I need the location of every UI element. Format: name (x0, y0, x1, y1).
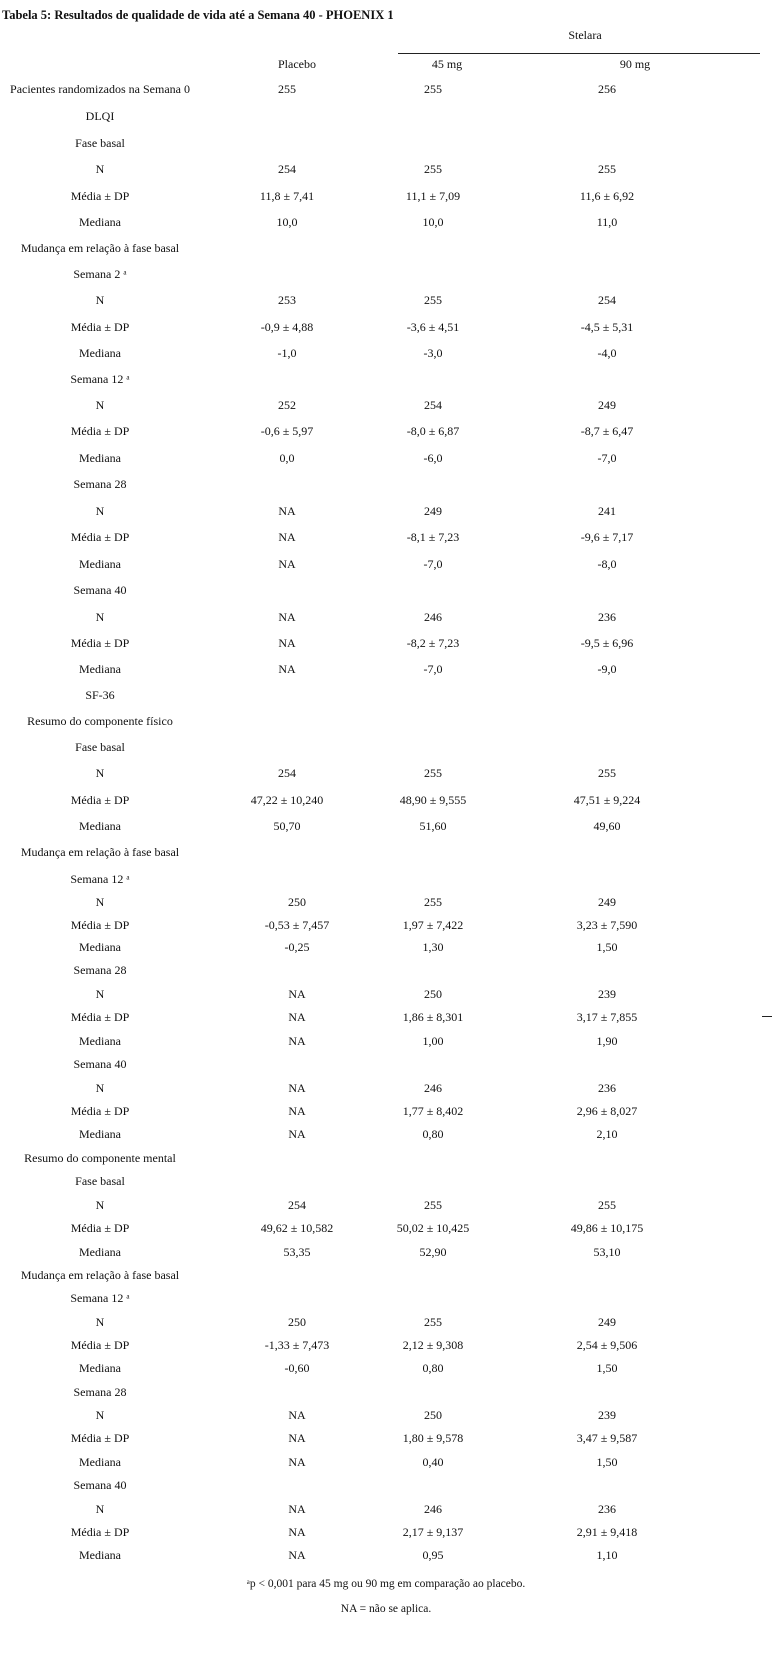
row-label: Média ± DP (70, 1010, 130, 1024)
cell-45mg: -8,0 ± 6,87 (406, 424, 460, 438)
cell-90mg: -4,0 (597, 346, 617, 360)
cell-90mg: 241 (598, 504, 616, 518)
cell-90mg: 49,60 (593, 819, 621, 833)
row-label: N (95, 766, 105, 780)
row-label: Semana 12 ᵃ (70, 372, 130, 386)
cell-90mg: -7,0 (597, 451, 617, 465)
cell-90mg: 11,0 (596, 215, 618, 229)
cell-45mg: 255 (424, 293, 442, 307)
cell-45mg: 50,02 ± 10,425 (396, 1221, 470, 1235)
row-label: Média ± DP (70, 1221, 130, 1235)
footnote: NA = não se aplica. (340, 1603, 432, 1615)
cell-90mg: 2,10 (596, 1127, 618, 1141)
cell-placebo: NA (288, 1502, 306, 1516)
row-label: Mediana (79, 1034, 121, 1048)
row-label: N (95, 1081, 105, 1095)
row-label: Semana 2 ᵃ (73, 267, 127, 281)
cell-placebo: 50,70 (273, 819, 301, 833)
cell-90mg: -9,6 ± 7,17 (580, 530, 634, 544)
cell-90mg: 236 (598, 1081, 616, 1095)
cell-placebo: 47,22 ± 10,240 (250, 793, 324, 807)
row-label: N (95, 1198, 105, 1212)
cell-90mg: 1,90 (596, 1034, 618, 1048)
cell-placebo: 10,0 (276, 215, 298, 229)
row-label: Resumo do componente físico (27, 714, 173, 728)
cell-placebo: NA (278, 504, 296, 518)
cell-placebo: 250 (288, 895, 306, 909)
cell-90mg: 2,96 ± 8,027 (576, 1104, 638, 1118)
cell-placebo: -0,9 ± 4,88 (260, 320, 314, 334)
cell-placebo: NA (288, 1127, 306, 1141)
row-label: Fase basal (75, 740, 125, 754)
cell-90mg: -8,0 (597, 557, 617, 571)
cell-90mg: 255 (598, 1198, 616, 1212)
row-label: Mediana (79, 940, 121, 954)
row-label: N (95, 1408, 105, 1422)
cell-45mg: 1,97 ± 7,422 (402, 918, 464, 932)
cell-90mg: -4,5 ± 5,31 (580, 320, 634, 334)
cell-90mg: 236 (598, 1502, 616, 1516)
cell-placebo: 53,35 (283, 1245, 311, 1259)
row-label: Semana 28 (73, 477, 127, 491)
row-label: Semana 40 (73, 583, 127, 597)
cell-90mg: 3,47 ± 9,587 (576, 1431, 638, 1445)
cell-90mg: 1,50 (596, 1361, 618, 1375)
row-label: Mediana (79, 557, 121, 571)
row-label: Mediana (79, 1245, 121, 1259)
cell-45mg: -3,0 (423, 346, 443, 360)
cell-45mg: 254 (424, 398, 442, 412)
cell-90mg: -9,5 ± 6,96 (580, 636, 634, 650)
cell-placebo: NA (288, 1455, 306, 1469)
row-label: N (95, 162, 105, 176)
cell-placebo: -0,25 (284, 940, 310, 954)
row-label: Fase basal (75, 136, 125, 150)
cell-placebo: NA (288, 1104, 306, 1118)
row-label: N (95, 504, 105, 518)
stelara-group-header: Stelara (568, 28, 602, 42)
cell-placebo: NA (288, 1431, 306, 1445)
row-label: Mudança em relação à fase basal (20, 845, 180, 859)
row-label: Pacientes randomizados na Semana 0 (10, 82, 190, 96)
row-label: Mediana (79, 662, 121, 676)
row-label: N (95, 610, 105, 624)
row-label: Mediana (79, 215, 121, 229)
cell-45mg: 255 (424, 895, 442, 909)
cell-45mg: -7,0 (423, 557, 443, 571)
edge-mark (762, 1016, 772, 1017)
row-label: Mediana (79, 451, 121, 465)
cell-45mg: 1,80 ± 9,578 (402, 1431, 464, 1445)
cell-90mg: 249 (598, 1315, 616, 1329)
cell-90mg: 236 (598, 610, 616, 624)
cell-90mg: 1,50 (596, 1455, 618, 1469)
cell-90mg: 2,54 ± 9,506 (576, 1338, 638, 1352)
row-label: Semana 12 ᵃ (70, 872, 130, 886)
cell-placebo: NA (288, 1408, 306, 1422)
cell-45mg: 246 (424, 610, 442, 624)
row-label: N (95, 987, 105, 1001)
cell-90mg: 47,51 ± 9,224 (573, 793, 641, 807)
cell-45mg: 0,80 (422, 1127, 444, 1141)
cell-90mg: 254 (598, 293, 616, 307)
cell-45mg: 1,86 ± 8,301 (402, 1010, 464, 1024)
row-label: Mudança em relação à fase basal (20, 1268, 180, 1282)
row-label: Média ± DP (70, 1104, 130, 1118)
row-label: Mediana (79, 1548, 121, 1562)
cell-90mg: 1,10 (596, 1548, 618, 1562)
cell-45mg: -6,0 (423, 451, 443, 465)
row-label: Média ± DP (70, 918, 130, 932)
cell-placebo: 254 (288, 1198, 306, 1212)
cell-45mg: 2,17 ± 9,137 (402, 1525, 464, 1539)
column-header-90mg: 90 mg (619, 57, 651, 71)
cell-45mg: 2,12 ± 9,308 (402, 1338, 464, 1352)
row-label: Semana 40 (73, 1057, 127, 1071)
cell-45mg: 255 (424, 766, 442, 780)
row-label: Média ± DP (70, 636, 130, 650)
cell-placebo: -1,33 ± 7,473 (264, 1338, 330, 1352)
cell-45mg: 246 (424, 1502, 442, 1516)
row-label: Média ± DP (70, 1338, 130, 1352)
cell-placebo: NA (288, 1010, 306, 1024)
cell-placebo: NA (288, 1081, 306, 1095)
cell-placebo: NA (288, 1034, 306, 1048)
cell-45mg: 10,0 (422, 215, 444, 229)
column-header-45mg: 45 mg (431, 57, 463, 71)
cell-45mg: 48,90 ± 9,555 (399, 793, 467, 807)
row-label: Semana 12 ᵃ (70, 1291, 130, 1305)
cell-placebo: 11,8 ± 7,41 (259, 189, 315, 203)
cell-90mg: 249 (598, 398, 616, 412)
footnote: ᵃp < 0,001 para 45 mg ou 90 mg em comparação ao placebo. (246, 1578, 526, 1590)
cell-placebo: -1,0 (277, 346, 297, 360)
row-label: Média ± DP (70, 1525, 130, 1539)
cell-placebo: 250 (288, 1315, 306, 1329)
table-title: Tabela 5: Resultados de qualidade de vida até a Semana 40 - PHOENIX 1 (2, 8, 394, 22)
row-label: SF-36 (85, 688, 115, 702)
row-label: Mediana (79, 819, 121, 833)
cell-90mg: -9,0 (597, 662, 617, 676)
row-label: Semana 28 (73, 963, 127, 977)
cell-45mg: -8,1 ± 7,23 (406, 530, 460, 544)
row-label: DLQI (85, 109, 115, 123)
cell-45mg: 11,1 ± 7,09 (405, 189, 461, 203)
row-label: Média ± DP (70, 189, 130, 203)
cell-45mg: 249 (424, 504, 442, 518)
cell-45mg: 255 (424, 162, 442, 176)
cell-45mg: 250 (424, 1408, 442, 1422)
row-label: Mediana (79, 1361, 121, 1375)
cell-45mg: -7,0 (423, 662, 443, 676)
cell-45mg: 0,80 (422, 1361, 444, 1375)
cell-45mg: 255 (424, 1315, 442, 1329)
cell-45mg: 255 (424, 82, 442, 96)
row-label: N (95, 895, 105, 909)
row-label: Mediana (79, 346, 121, 360)
cell-placebo: 252 (278, 398, 296, 412)
cell-placebo: 0,0 (279, 451, 295, 465)
cell-placebo: 254 (278, 766, 296, 780)
column-header-placebo: Placebo (278, 57, 316, 71)
cell-placebo: -0,60 (284, 1361, 310, 1375)
cell-placebo: 49,62 ± 10,582 (260, 1221, 334, 1235)
row-label: Média ± DP (70, 1431, 130, 1445)
cell-90mg: 255 (598, 162, 616, 176)
cell-45mg: 250 (424, 987, 442, 1001)
row-label: Média ± DP (70, 320, 130, 334)
cell-45mg: 0,40 (422, 1455, 444, 1469)
cell-45mg: 0,95 (422, 1548, 444, 1562)
cell-placebo: NA (278, 662, 296, 676)
cell-45mg: -3,6 ± 4,51 (406, 320, 460, 334)
cell-90mg: 53,10 (593, 1245, 621, 1259)
row-label: Semana 28 (73, 1385, 127, 1399)
cell-placebo: -0,6 ± 5,97 (260, 424, 314, 438)
row-label: N (95, 398, 105, 412)
cell-placebo: NA (278, 636, 296, 650)
cell-45mg: 1,77 ± 8,402 (402, 1104, 464, 1118)
cell-placebo: NA (288, 987, 306, 1001)
cell-placebo: 255 (278, 82, 296, 96)
cell-45mg: 1,30 (422, 940, 444, 954)
cell-90mg: 49,86 ± 10,175 (570, 1221, 644, 1235)
cell-placebo: NA (278, 610, 296, 624)
cell-placebo: NA (278, 557, 296, 571)
row-label: Mediana (79, 1127, 121, 1141)
cell-90mg: -8,7 ± 6,47 (580, 424, 634, 438)
row-label: Média ± DP (70, 424, 130, 438)
cell-90mg: 2,91 ± 9,418 (576, 1525, 638, 1539)
cell-45mg: 1,00 (422, 1034, 444, 1048)
cell-placebo: 254 (278, 162, 296, 176)
row-label: Resumo do componente mental (24, 1151, 176, 1165)
cell-90mg: 256 (598, 82, 616, 96)
row-label: Fase basal (75, 1174, 125, 1188)
row-label: N (95, 1315, 105, 1329)
cell-90mg: 239 (598, 987, 616, 1001)
cell-90mg: 239 (598, 1408, 616, 1422)
cell-90mg: 249 (598, 895, 616, 909)
row-label: Média ± DP (70, 793, 130, 807)
cell-90mg: 3,23 ± 7,590 (576, 918, 638, 932)
group-header-rule (398, 53, 760, 54)
cell-placebo: -0,53 ± 7,457 (264, 918, 330, 932)
row-label: Mudança em relação à fase basal (20, 241, 180, 255)
cell-placebo: NA (288, 1548, 306, 1562)
cell-45mg: 51,60 (419, 819, 447, 833)
cell-90mg: 11,6 ± 6,92 (579, 189, 635, 203)
row-label: N (95, 1502, 105, 1516)
row-label: Semana 40 (73, 1478, 127, 1492)
row-label: Mediana (79, 1455, 121, 1469)
cell-45mg: 255 (424, 1198, 442, 1212)
row-label: N (95, 293, 105, 307)
cell-45mg: 246 (424, 1081, 442, 1095)
cell-90mg: 255 (598, 766, 616, 780)
cell-90mg: 3,17 ± 7,855 (576, 1010, 638, 1024)
cell-placebo: 253 (278, 293, 296, 307)
cell-placebo: NA (278, 530, 296, 544)
cell-45mg: 52,90 (419, 1245, 447, 1259)
cell-45mg: -8,2 ± 7,23 (406, 636, 460, 650)
cell-90mg: 1,50 (596, 940, 618, 954)
cell-placebo: NA (288, 1525, 306, 1539)
row-label: Média ± DP (70, 530, 130, 544)
